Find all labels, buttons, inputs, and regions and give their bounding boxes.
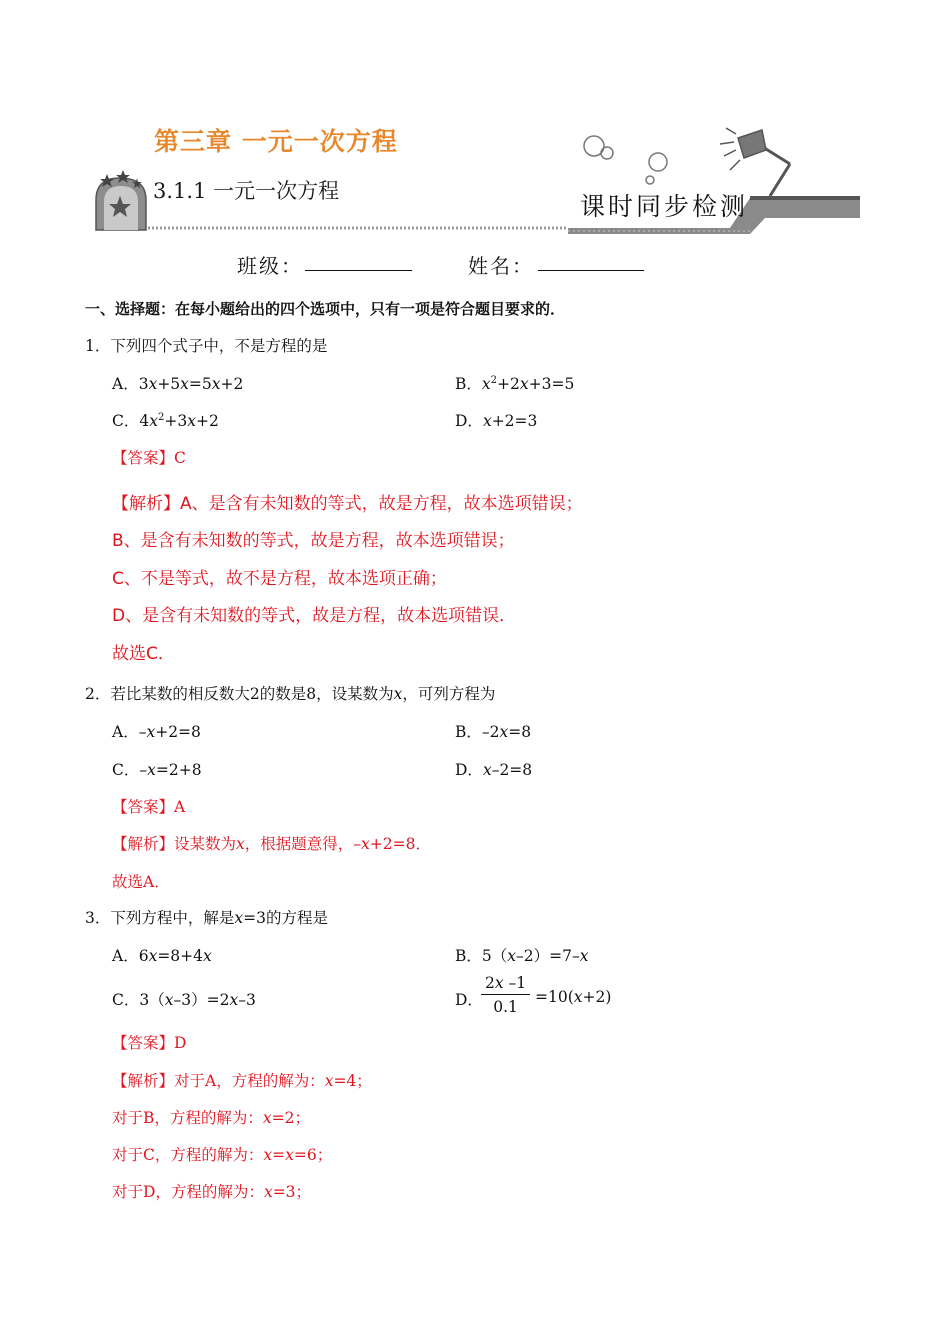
q1-option-b: B．$x^2+2x+3=5$ (455, 375, 575, 393)
q1-analysis-line: C、不是等式，故不是方程，故本选项正确； (112, 569, 447, 589)
q3-option-d-fraction: $\frac{2x -1}{0.1}$ (481, 974, 530, 1016)
q3-analysis-d: 对于D，方程的解为：x=3； (112, 1183, 312, 1201)
q3-option-d-label: D． (455, 991, 483, 1009)
q3-analysis-a: 【解析】对于A，方程的解为：x=4； (112, 1072, 372, 1090)
q3-option-c: C．3（x–3）=2x–3 (112, 991, 256, 1009)
sync-check-title: 课时同步检测 (580, 192, 749, 221)
star-badge-icon (96, 170, 146, 230)
q3-option-b: B．5（x–2）=7–x (455, 947, 589, 965)
header-banner-graphic (90, 100, 865, 240)
q2-stem: 2．若比某数的相反数大2的数是8，设某数为x，可列方程为 (85, 685, 496, 703)
q1-option-a: A．3x+5x=5x+2 (112, 375, 244, 393)
q3-answer: 【答案】D (112, 1034, 187, 1052)
q1-analysis-line: 【解析】A、是含有未知数的等式，故是方程，故本选项错误； (112, 494, 583, 514)
q1-stem: 1．下列四个式子中，不是方程的是 (85, 337, 328, 355)
q2-option-c: C．–x=2+8 (112, 761, 202, 779)
q2-analysis-conclusion: 故选A． (112, 873, 170, 891)
q3-option-d-rhs: =10(x+2) (535, 988, 612, 1006)
name-blank-field[interactable] (538, 270, 644, 271)
q1-option-d: D．x+2=3 (455, 412, 538, 430)
q1-analysis-line: B、是含有未知数的等式，故是方程，故本选项错误； (112, 531, 515, 551)
q2-analysis: 【解析】设某数为x，根据题意得，–x+2=8． (112, 835, 431, 853)
q1-analysis-line: D、是含有未知数的等式，故是方程，故本选项错误． (112, 606, 517, 626)
bubbles-icon (584, 136, 667, 184)
q1-analysis-conclusion: 故选C． (112, 644, 175, 664)
q3-analysis-b: 对于B，方程的解为：x=2； (112, 1109, 311, 1127)
section-heading: 一、选择题：在每小题给出的四个选项中，只有一项是符合题目要求的． (85, 300, 566, 318)
q2-option-a: A．–x+2=8 (112, 723, 201, 741)
name-label: 姓名： (468, 254, 534, 278)
q2-answer: 【答案】A (112, 798, 186, 816)
q1-option-c: C．$4x^2+3x+2$ (112, 412, 219, 430)
desk-lamp-icon (720, 128, 790, 196)
q2-option-d: D．x–2=8 (455, 761, 533, 779)
q1-answer: 【答案】C (112, 449, 186, 467)
class-label: 班级： (237, 254, 303, 278)
class-blank-field[interactable] (305, 270, 412, 271)
q3-analysis-c: 对于C，方程的解为：x=x=6； (112, 1146, 333, 1164)
chapter-title: 第三章 一元一次方程 (154, 127, 398, 156)
q3-option-a: A．6x=8+4x (112, 947, 212, 965)
q2-option-b: B．–2x=8 (455, 723, 532, 741)
section-title: 3.1.1 一元一次方程 (153, 179, 340, 203)
q3-stem: 3．下列方程中，解是x=3的方程是 (85, 909, 328, 927)
